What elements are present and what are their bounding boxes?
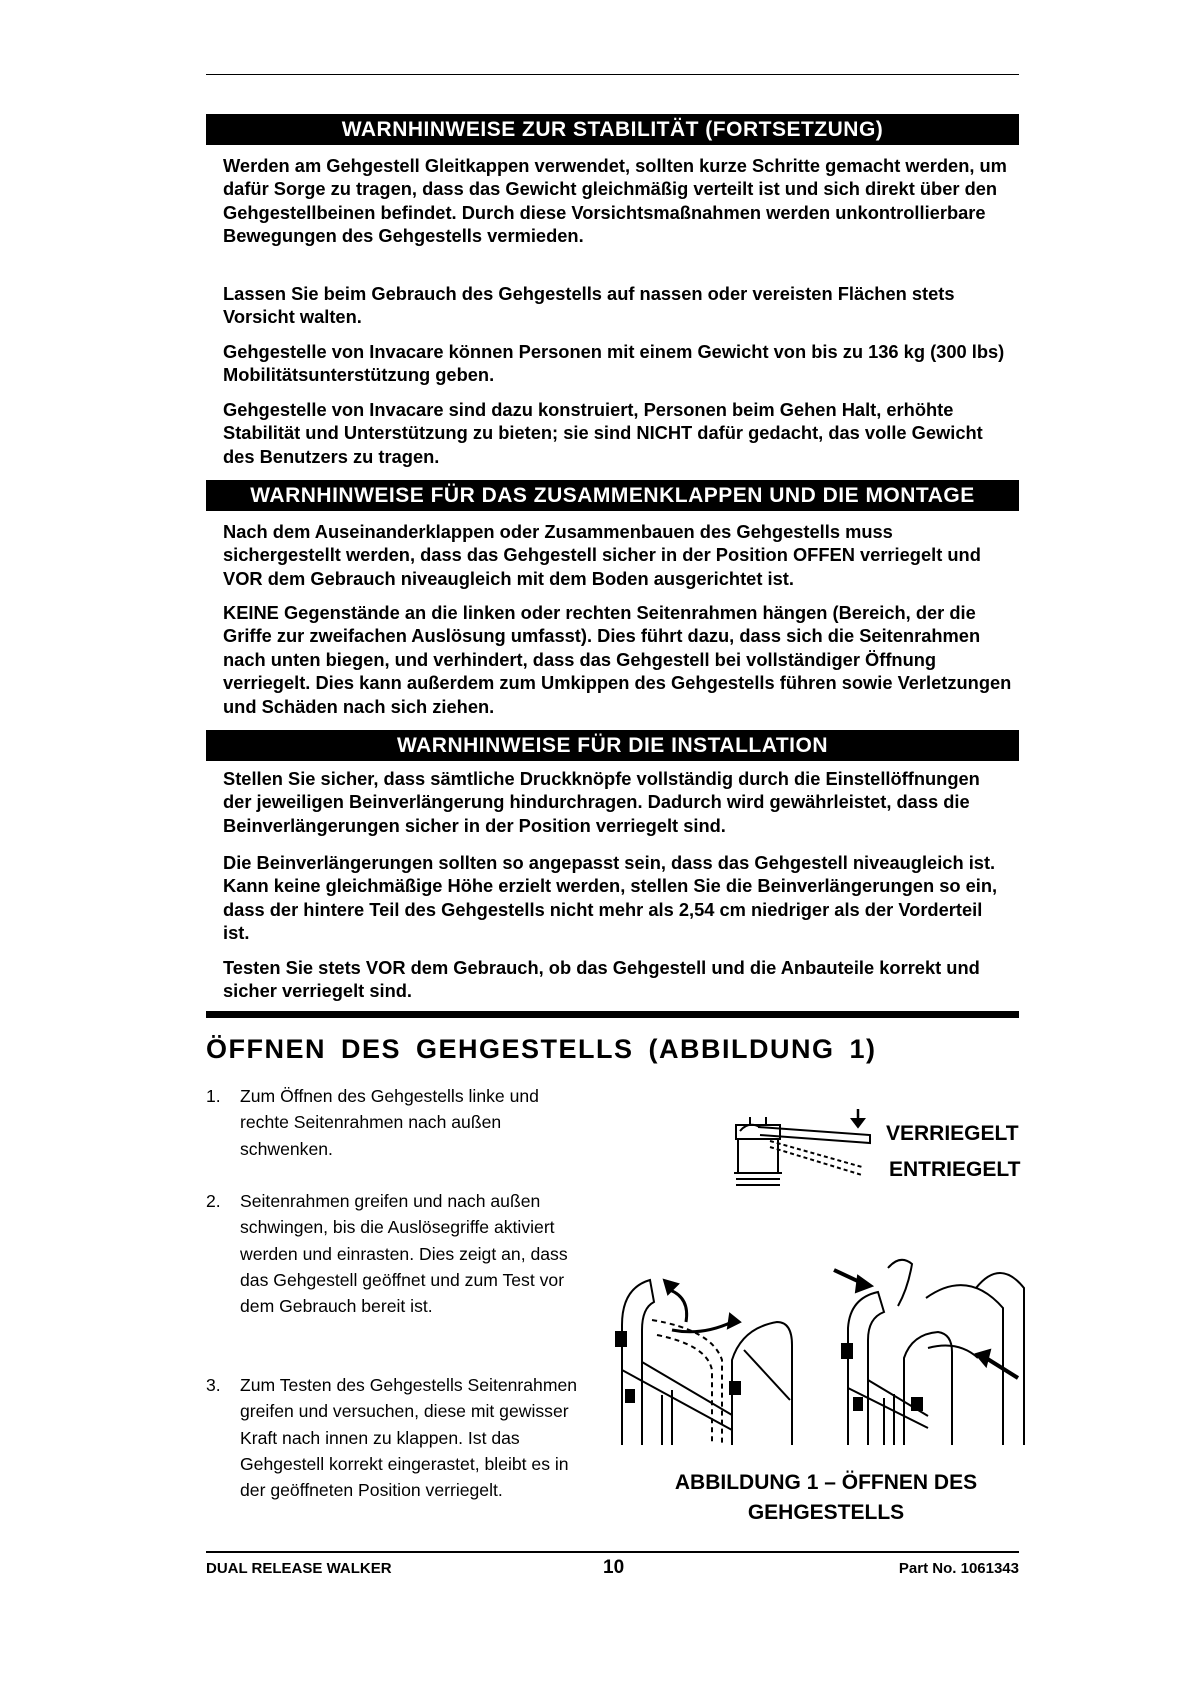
figure-caption: ABBILDUNG 1 – ÖFFNEN DES GEHGESTELLS [674,1471,978,1524]
walker-opening-illustration [612,1250,817,1450]
lock-mechanism-illustration [730,1105,880,1190]
section-heading-folding-assembly: WARNHINWEISE FÜR DAS ZUSAMMENKLAPPEN UND DIE MONTAGE [206,480,1019,511]
opening-title: ÖFFNEN DES GEHGESTELLS (ABBILDUNG 1) [206,1034,877,1064]
step-item [206,1372,578,1503]
walker-user-illustration [828,1248,1028,1448]
step-item [206,1188,578,1319]
paragraph: Nach dem Auseinanderklappen oder Zusammenbauen des Gehgestells muss sichergestellt werden, dass das Gehgestell sicher in der Position OFFEN verriegelt und VOR dem Gebrauch niveaugleich mit dem Boden ausgerichtet ist. [223,521,981,589]
label-unlocked: ENTRIEGELT [889,1158,1021,1181]
section-heading-stability: WARNHINWEISE ZUR STABILITÄT (FORTSETZUNG) [206,114,1019,145]
step-text: Zum Öffnen des Gehgestells linke und rechte Seitenrahmen nach außen schwenken. [240,1086,539,1159]
top-rule [206,74,1019,75]
paragraph: Die Beinverlängerungen sollten so angepasst sein, dass das Gehgestell niveaugleich ist. Kann keine gleichmäßige Höhe erzielt werden, stellen Sie die Beinverlängerungen so ein, dass der hintere Teil des Gehgestells nicht mehr als 2,54 cm niedriger als der Vorderteil ist. [223,852,998,944]
footer-product-name: DUAL RELEASE WALKER [206,1560,392,1577]
step-text: Zum Testen des Gehgestells Seitenrahmen greifen und versuchen, diese mit gewisser Kraft nach innen zu klappen. Ist das Gehgestell korrekt eingerastet, bleibt es in der geöffneten Position verriegelt. [240,1375,578,1501]
step-item [206,1083,578,1162]
section-divider [206,1011,1019,1018]
footer-rule [206,1551,1019,1553]
step-number: 1. [206,1086,221,1106]
paragraph: KEINE Gegenstände an die linken oder rechten Seitenrahmen hängen (Bereich, der die Griffe zur zweifachen Auslösung umfasst). Dies führt dazu, dass sich die Seitenrahmen nach unten biegen, und verhindert, dass das Gehgestell bei vollständiger Öffnung verriegelt. Dies kann außerdem zum Umkippen des Gehgestells führen sowie Verletzungen und Schäden nach sich ziehen. [223,602,1012,717]
page-number: 10 [603,1557,625,1578]
paragraph: Lassen Sie beim Gebrauch des Gehgestells auf nassen oder vereisten Flächen stets Vorsicht walten. [223,283,955,328]
paragraph: Stellen Sie sicher, dass sämtliche Druckknöpfe vollständig durch die Einstellöffnungen der jeweiligen Beinverlängerung hindurchragen. Dadurch wird gewährleistet, dass die Beinverlängerungen sicher in der Position verriegelt sind. [223,768,980,836]
footer-part-number: Part No. 1061343 [898,1560,1019,1577]
paragraph: Testen Sie stets VOR dem Gebrauch, ob das Gehgestell und die Anbauteile korrekt und sicher verriegelt sind. [223,957,980,1002]
label-locked: VERRIEGELT [886,1122,1019,1145]
section-heading-installation: WARNHINWEISE FÜR DIE INSTALLATION [206,730,1019,761]
paragraph: Gehgestelle von Invacare sind dazu konstruiert, Personen beim Gehen Halt, erhöhte Stabilität und Unterstützung zu bieten; sie sind NICHT dafür gedacht, das volle Gewicht des Benutzers zu tragen. [223,399,983,467]
paragraph: Gehgestelle von Invacare können Personen mit einem Gewicht von bis zu 136 kg (300 lbs) Mobilitätsunterstützung geben. [223,341,1005,386]
step-number: 3. [206,1375,221,1395]
step-number: 2. [206,1191,221,1211]
step-text: Seitenrahmen greifen und nach außen schwingen, bis die Auslösegriffe aktiviert werden und einrasten. Dies zeigt an, dass das Gehgestell geöffnet und zum Test vor dem Gebrauch bereit ist. [240,1191,568,1317]
paragraph: Werden am Gehgestell Gleitkappen verwendet, sollten kurze Schritte gemacht werden, um dafür Sorge zu tragen, dass das Gewicht gleichmäßig verteilt ist und sich direkt über den Gehgestellbeinen befindet. Durch diese Vorsichtsmaßnahmen werden unkontrollierbare Bewegungen des Gehgestells vermieden. [223,155,1007,247]
